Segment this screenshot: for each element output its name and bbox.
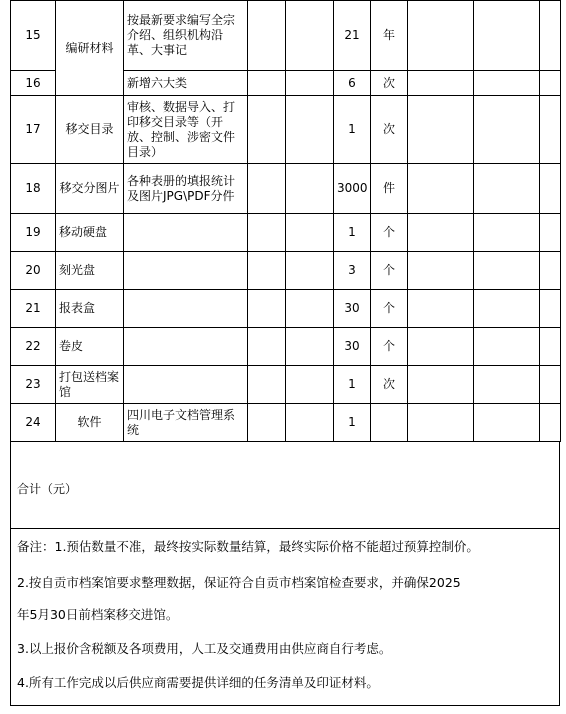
row-number: 15 bbox=[11, 1, 56, 71]
item-name: 打包送档案馆 bbox=[56, 366, 124, 404]
note-line: 4.所有工作完成以后供应商需要提供详细的任务清单及印证材料。 bbox=[17, 675, 379, 690]
item-content bbox=[124, 328, 248, 366]
item-content bbox=[124, 366, 248, 404]
table-row bbox=[11, 214, 561, 252]
table-row bbox=[11, 404, 561, 442]
item-content bbox=[124, 252, 248, 290]
item-content: 按最新要求编写全宗介绍、组织机构沿革、大事记 bbox=[124, 1, 248, 71]
item-content: 审核、数据导入、打印移交目录等（开放、控制、涉密文件目录） bbox=[124, 96, 248, 164]
table-row bbox=[11, 328, 561, 366]
row-number: 19 bbox=[11, 214, 56, 252]
item-unit: 个 bbox=[371, 252, 408, 290]
item-unit: 次 bbox=[371, 96, 408, 164]
item-name: 报表盒 bbox=[56, 290, 124, 328]
item-quantity: 6 bbox=[334, 71, 371, 96]
item-unit: 次 bbox=[371, 71, 408, 96]
table-row bbox=[11, 366, 561, 404]
row-number: 16 bbox=[11, 71, 56, 96]
item-quantity: 1 bbox=[334, 366, 371, 404]
item-content: 四川电子文档管理系统 bbox=[124, 404, 248, 442]
row-number: 18 bbox=[11, 164, 56, 214]
table-row bbox=[11, 96, 561, 164]
item-quantity: 1 bbox=[334, 404, 371, 442]
item-content: 各种表册的填报统计及图片JPG\PDF分件 bbox=[124, 164, 248, 214]
note-line: 备注：1.预估数量不准，最终按实际数量结算，最终实际价格不能超过预算控制价。 bbox=[17, 539, 479, 554]
row-number: 20 bbox=[11, 252, 56, 290]
item-name: 移交分图片 bbox=[56, 164, 124, 214]
item-content bbox=[124, 214, 248, 252]
item-content: 新增六大类 bbox=[124, 71, 248, 96]
summary-label: 合计（元） bbox=[17, 482, 78, 496]
summary-row bbox=[10, 442, 560, 529]
item-name: 移交目录 bbox=[56, 96, 124, 164]
item-name: 刻光盘 bbox=[56, 252, 124, 290]
item-unit: 个 bbox=[371, 214, 408, 252]
table-row bbox=[11, 252, 561, 290]
row-number: 24 bbox=[11, 404, 56, 442]
item-unit bbox=[371, 404, 408, 442]
table-row bbox=[11, 290, 561, 328]
table-row bbox=[11, 1, 561, 71]
item-unit: 年 bbox=[371, 1, 408, 71]
item-unit: 次 bbox=[371, 366, 408, 404]
item-unit: 个 bbox=[371, 290, 408, 328]
item-name: 卷皮 bbox=[56, 328, 124, 366]
row-number: 23 bbox=[11, 366, 56, 404]
note-line: 年5月30日前档案移交进馆。 bbox=[17, 607, 179, 622]
document-page bbox=[10, 0, 560, 706]
item-quantity: 1 bbox=[334, 214, 371, 252]
item-quantity: 3 bbox=[334, 252, 371, 290]
note-line: 2.按自贡市档案馆要求整理数据，保证符合自贡市档案馆检查要求，并确保2025 bbox=[17, 575, 461, 590]
item-quantity: 30 bbox=[334, 290, 371, 328]
item-quantity: 1 bbox=[334, 96, 371, 164]
item-unit: 件 bbox=[371, 164, 408, 214]
item-quantity: 21 bbox=[334, 1, 371, 71]
item-name: 编研材料 bbox=[56, 1, 124, 96]
notes-section bbox=[10, 529, 560, 706]
quote-table bbox=[10, 0, 561, 442]
item-quantity: 30 bbox=[334, 328, 371, 366]
item-name: 移动硬盘 bbox=[56, 214, 124, 252]
row-number: 17 bbox=[11, 96, 56, 164]
row-number: 22 bbox=[11, 328, 56, 366]
item-name: 软件 bbox=[56, 404, 124, 442]
row-number: 21 bbox=[11, 290, 56, 328]
item-content bbox=[124, 290, 248, 328]
item-quantity: 3000 bbox=[334, 164, 371, 214]
table-row bbox=[11, 164, 561, 214]
item-unit: 个 bbox=[371, 328, 408, 366]
note-line: 3.以上报价含税额及各项费用，人工及交通费用由供应商自行考虑。 bbox=[17, 641, 392, 656]
